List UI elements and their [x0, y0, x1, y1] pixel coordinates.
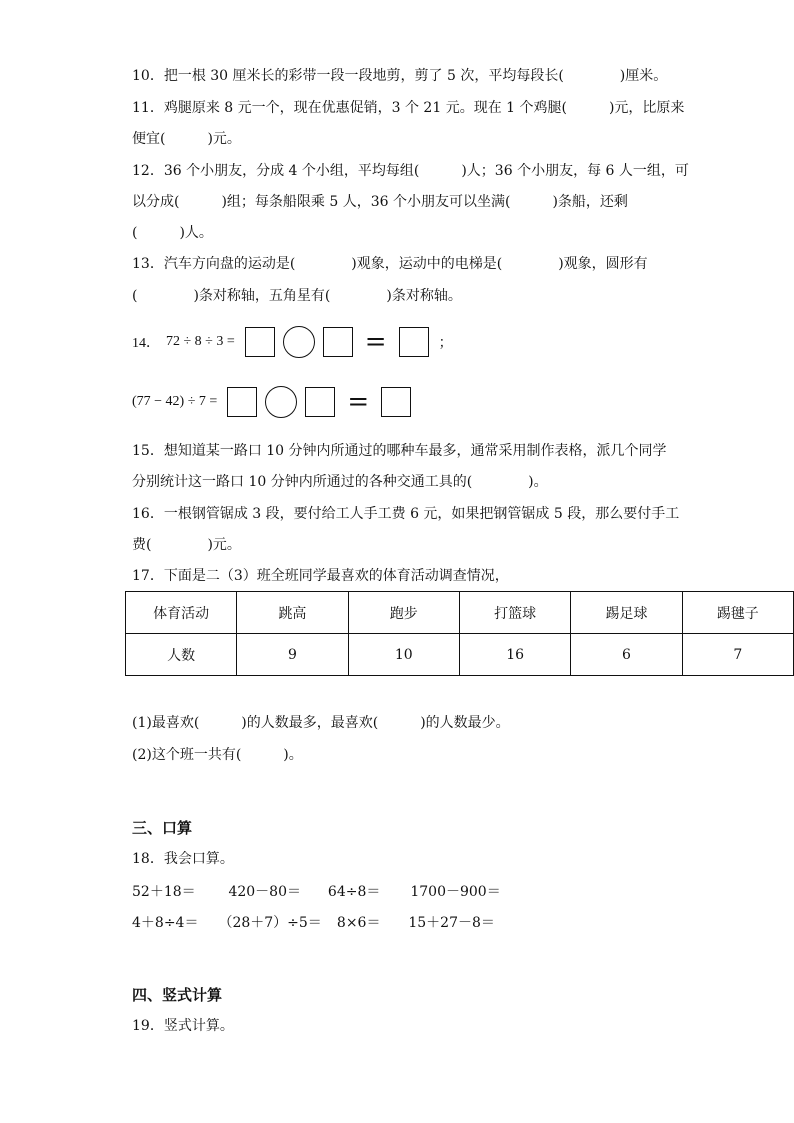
q17-intro: 17．下面是二（3）班全班同学最喜欢的体育活动调查情况，: [132, 568, 509, 584]
q16-text-line2: 费( )元。: [132, 537, 241, 553]
answer-box[interactable]: [305, 387, 335, 417]
q11-text-line1: 11．鸡腿原来 8 元一个，现在优惠促销，3 个 21 元。现在 1 个鸡腿( )元，比原来: [132, 100, 685, 116]
operator-circle[interactable]: [283, 326, 315, 358]
equals-sign: =: [347, 387, 370, 417]
table-cell: 跑步: [348, 592, 459, 634]
result-box[interactable]: [381, 387, 411, 417]
table-row: [126, 634, 794, 676]
table-cell: 9: [237, 634, 348, 676]
table-cell: 踢足球: [571, 592, 682, 634]
q10-text: 10．把一根 30 厘米长的彩带一段一段地剪，剪了 5 次，平均每段长( )厘米。: [132, 68, 668, 84]
calc-item: 420－80＝: [228, 884, 301, 900]
q17-sub2: (2)这个班一共有( )。: [132, 747, 303, 763]
q15-text-line1: 15．想知道某一路口 10 分钟内所通过的哪种车最多，通常采用制作表格，派几个同学: [132, 443, 667, 459]
calc-item: 4＋8÷4＝: [132, 915, 199, 931]
table-cell: 打篮球: [459, 592, 570, 634]
calc-item: 8×6＝: [336, 915, 381, 931]
answer-box[interactable]: [245, 327, 275, 357]
q15-text-line2: 分别统计这一路口 10 分钟内所通过的各种交通工具的( )。: [132, 474, 548, 490]
calc-item: 64÷8＝: [327, 884, 381, 900]
q14-expression-1: [132, 326, 453, 358]
table-cell: 6: [571, 634, 682, 676]
table-cell: 7: [682, 634, 793, 676]
result-box[interactable]: [399, 327, 429, 357]
sports-survey-table: [125, 591, 794, 676]
equals-sign: =: [364, 327, 387, 357]
q19-text: 19．竖式计算。: [132, 1018, 234, 1034]
q13-text-line2: ( )条对称轴，五角星有( )条对称轴。: [132, 288, 462, 304]
table-cell: 体育活动: [126, 592, 237, 634]
answer-box[interactable]: [323, 327, 353, 357]
mental-math-row-2: [132, 912, 495, 932]
mental-math-row-1: [132, 881, 501, 901]
semicolon: ；: [438, 335, 453, 351]
q12-text-line1: 12．36 个小朋友，分成 4 个小组，平均每组( )人；36 个小朋友，每 6 人一组，可: [132, 163, 689, 179]
calc-item: 1700－900＝: [410, 884, 501, 900]
q13-text-line1: 13．汽车方向盘的运动是( )观象，运动中的电梯是( )观象，圆形有: [132, 256, 648, 272]
q16-text-line1: 16．一根钢管锯成 3 段，要付给工人手工费 6 元，如果把钢管锯成 5 段，那么要付手工: [132, 506, 680, 522]
calc-item: 15＋27－8＝: [408, 915, 495, 931]
table-cell: 16: [459, 634, 570, 676]
q11-text-line2: 便宜( )元。: [132, 131, 241, 147]
table-cell: 10: [348, 634, 459, 676]
q14-expr2: (77 − 42) ÷ 7 =: [132, 394, 218, 409]
q14-expression-2: [132, 386, 415, 418]
table-row: [126, 592, 794, 634]
table-cell: 踢毽子: [682, 592, 793, 634]
calc-item: （28＋7）÷5＝: [218, 915, 322, 931]
q12-text-line3: ( )人。: [132, 225, 213, 241]
q17-sub1: (1)最喜欢( )的人数最多，最喜欢( )的人数最少。: [132, 715, 510, 731]
calc-item: 52＋18＝: [132, 884, 196, 900]
q14-label: 14．: [132, 336, 160, 351]
q18-text: 18．我会口算。: [132, 851, 234, 867]
section-3-title: 三、口算: [132, 819, 193, 837]
q14-expr1: 72 ÷ 8 ÷ 3 =: [166, 334, 235, 349]
section-4-title: 四、竖式计算: [132, 986, 223, 1004]
table-cell: 跳高: [237, 592, 348, 634]
table-cell: 人数: [126, 634, 237, 676]
operator-circle[interactable]: [265, 386, 297, 418]
answer-box[interactable]: [227, 387, 257, 417]
q12-text-line2: 以分成( )组；每条船限乘 5 人，36 个小朋友可以坐满( )条船，还剩: [132, 194, 628, 210]
